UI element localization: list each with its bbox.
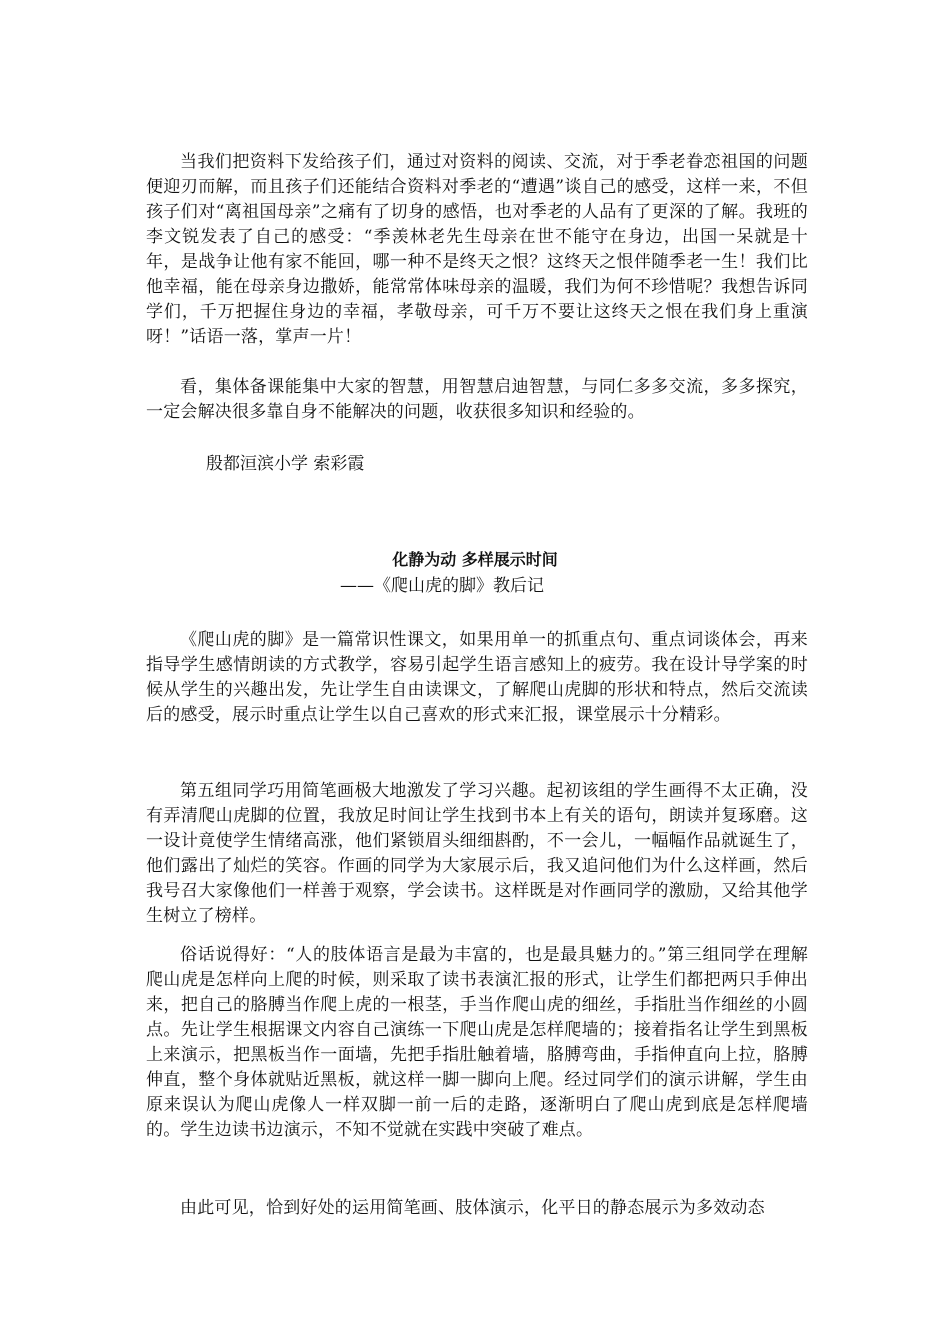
paragraph-group-three-body-language: 俗话说得好：“人的肢体语言是最为丰富的，也是最具魅力的。”第三组同学在理解爬山虎是怎样向上爬的时候，则采取了读书表演汇报的形式，让学生们都把两只手伸出来，把自己的胳膊当作爬上虎的一根茎，手当作爬山虎的细丝，手指肚当作细丝的小圆点。先让学生根据课文内容自己演练一下爬山虎是怎样爬墙的；接着指名让学生到黑板上来演示，把黑板当作一面墙，先把手指肚触着墙，胳膊弯曲，手指伸直向上拉，胳膊伸直，整个身体就贴近黑板，就这样一脚一脚向上爬。经过同学们的演示讲解，学生由原来误认为爬山虎像人一样双脚一前一后的走路，逐渐明白了爬山虎到底是怎样爬墙的。学生边读书边演示，不知不觉就在实践中突破了难点。: [146, 945, 808, 1140]
paragraph-lesson-intro: 《爬山虎的脚》是一篇常识性课文，如果用单一的抓重点句、重点词谈体会，再来指导学生感情朗读的方式教学，容易引起学生语言感知上的疲劳。我在设计导学案的时候从学生的兴趣出发，先让学生自由读课文，了解爬山虎脚的形状和特点，然后交流读后的感受，展示时重点让学生以自己喜欢的形式来汇报，课堂展示十分精彩。: [146, 630, 808, 725]
article-title: 化静为动 多样展示时间: [392, 550, 558, 569]
paragraph-group-five-drawing: 第五组同学巧用简笔画极大地激发了学习兴趣。起初该组的学生画得不太正确，没有弄清爬山虎脚的位置，我放足时间让学生找到书本上有关的语句，朗读并复琢磨。这一设计竟使学生情绪高涨，他们紧锁眉头细细斟酌，不一会儿，一幅幅作品就诞生了，他们露出了灿烂的笑容。作画的同学为大家展示后，我又追问他们为什么这样画，然后我号召大家像他们一样善于观察，学会读书。这样既是对作画同学的激励，又给其他学生树立了榜样。: [146, 781, 808, 926]
paragraph-conclusion: 由此可见，恰到好处的运用简笔画、肢体演示，化平日的静态展示为多效动态: [180, 1198, 765, 1218]
paragraph-student-feelings: 当我们把资料下发给孩子们，通过对资料的阅读、交流，对于季老眷恋祖国的问题便迎刃而解，而且孩子们还能结合资料对季老的“遭遇”谈自己的感受，这样一来，不但孩子们对“离祖国母亲”之痛有了切身的感悟，也对季老的人品有了更深的了解。我班的李文锐发表了自己的感受：“季羡林老先生母亲在世不能守在身边，出国一呆就是十年，是战争让他有家不能回，哪一种不是终天之恨？这终天之恨伴随季老一生！我们比他幸福，能在母亲身边撒娇，能常常体味母亲的温暖，我们为何不珍惜呢？我想告诉同学们，千万把握住身边的幸福，孝敬母亲，可千万不要让这终天之恨在我们身上重演呀！”话语一落，掌声一片！: [146, 152, 808, 347]
paragraph-collective-lesson-prep: 看，集体备课能集中大家的智慧，用智慧启迪智慧，与同仁多多交流，多多探究，一定会解决很多靠自身不能解决的问题，收获很多知识和经验的。: [146, 377, 808, 422]
author-signature: 殷都洹滨小学 索彩霞: [206, 454, 365, 474]
article-subtitle: ——《爬山虎的脚》教后记: [340, 576, 544, 596]
